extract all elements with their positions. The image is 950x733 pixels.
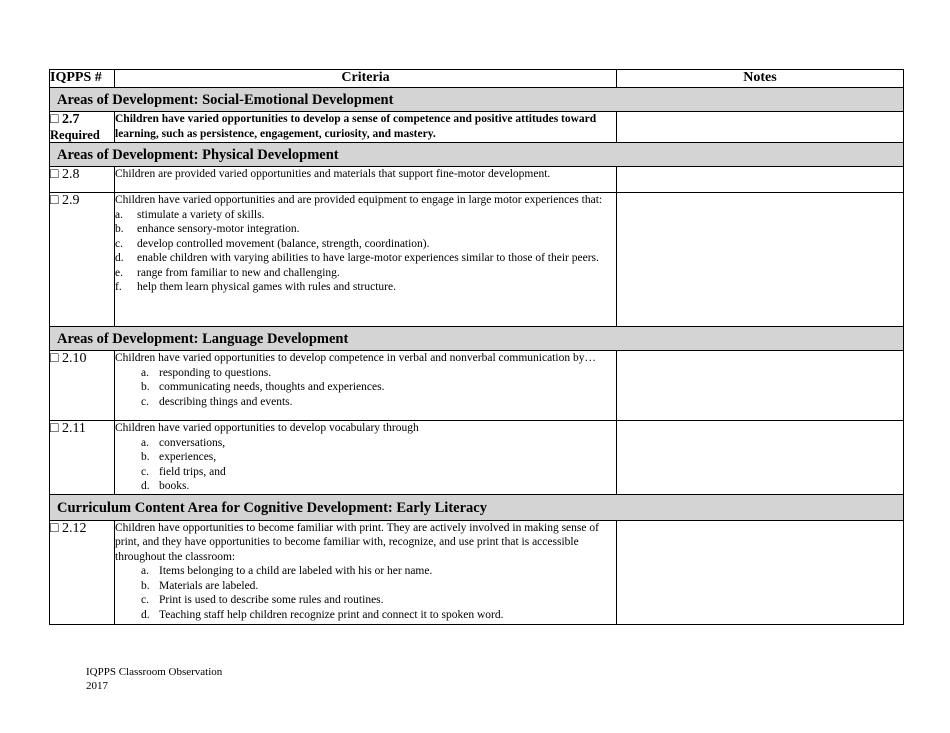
header-id: IQPPS # bbox=[50, 70, 115, 88]
footer-year: 2017 bbox=[86, 680, 108, 692]
section-title: Areas of Development: Language Development bbox=[50, 327, 904, 351]
footer-title: IQPPS Classroom Observation bbox=[86, 666, 223, 678]
observation-table bbox=[49, 69, 904, 625]
criterion-id: □ 2.8 bbox=[50, 167, 115, 193]
list-item: b. experiences, bbox=[141, 451, 217, 463]
list-item: a. stimulate a variety of skills. bbox=[115, 208, 265, 221]
section-title: Areas of Development: Social-Emotional Development bbox=[50, 88, 904, 112]
list-item: b. communicating needs, thoughts and experiences. bbox=[141, 381, 385, 393]
list-item: c. develop controlled movement (balance, strength, coordination). bbox=[115, 237, 430, 250]
section-row bbox=[50, 494, 904, 520]
list-item: a. responding to questions. bbox=[141, 366, 272, 379]
criterion-body bbox=[115, 421, 617, 495]
section-row bbox=[50, 327, 904, 351]
list-item: a. conversations, bbox=[141, 436, 226, 449]
list-item: c. Print is used to describe some rules and routines. bbox=[141, 594, 384, 606]
notes-cell[interactable] bbox=[617, 421, 904, 495]
criterion-id: □ 2.7 bbox=[50, 112, 80, 127]
notes-cell[interactable] bbox=[617, 520, 904, 624]
criterion-text: Children have varied opportunities to develop competence in verbal and nonverbal communication by… bbox=[115, 352, 596, 364]
notes-cell[interactable] bbox=[617, 167, 904, 193]
criterion-row-2-12 bbox=[50, 520, 904, 624]
criterion-id: □ 2.10 bbox=[50, 351, 115, 421]
criterion-row-2-9 bbox=[50, 193, 904, 327]
required-label: Required bbox=[50, 128, 100, 142]
criterion-text: Children have opportunities to become familiar with print. They are actively involved in making sense of print, and they have opportunities to become familiar with, recognize, and use print that is accessible throughout the classroom: bbox=[115, 521, 599, 563]
criterion-id: □ 2.9 bbox=[50, 193, 115, 327]
list-item: c. field trips, and bbox=[141, 465, 226, 478]
list-item: d. books. bbox=[141, 480, 190, 492]
criterion-list bbox=[115, 564, 616, 622]
criterion-id: □ 2.12 bbox=[50, 520, 115, 624]
criterion-row-2-10 bbox=[50, 351, 904, 421]
header-criteria: Criteria bbox=[115, 70, 617, 88]
list-item: c. describing things and events. bbox=[141, 395, 293, 408]
criterion-list bbox=[115, 436, 616, 494]
criterion-id: □ 2.11 bbox=[50, 421, 115, 495]
notes-cell[interactable] bbox=[617, 351, 904, 421]
list-item: b. enhance sensory-motor integration. bbox=[115, 223, 300, 235]
criterion-text: Children are provided varied opportunities and materials that support fine-motor development. bbox=[115, 167, 617, 193]
criterion-row-2-8 bbox=[50, 167, 904, 193]
section-title: Areas of Development: Physical Development bbox=[50, 143, 904, 167]
page-footer bbox=[86, 665, 222, 693]
section-row bbox=[50, 88, 904, 112]
criterion-body bbox=[115, 193, 617, 327]
criterion-text: Children have varied opportunities to develop vocabulary through bbox=[115, 422, 419, 434]
criterion-body bbox=[115, 351, 617, 421]
criterion-list bbox=[115, 366, 616, 410]
criterion-text: Children have varied opportunities and are provided equipment to engage in large motor experiences that: bbox=[115, 194, 603, 206]
list-item: a. Items belonging to a child are labeled with his or her name. bbox=[141, 565, 433, 577]
list-item: b. Materials are labeled. bbox=[141, 579, 259, 592]
list-item: d. enable children with varying abilities to have large-motor experiences similar to those of their peers. bbox=[115, 252, 599, 264]
criterion-id-cell bbox=[50, 112, 115, 143]
header-row bbox=[50, 70, 904, 88]
list-item: d. Teaching staff help children recognize print and connect it to spoken word. bbox=[141, 608, 504, 621]
criterion-row-2-7 bbox=[50, 112, 904, 143]
list-item: f. help them learn physical games with rules and structure. bbox=[115, 281, 396, 293]
criterion-row-2-11 bbox=[50, 421, 904, 495]
header-notes: Notes bbox=[617, 70, 904, 88]
criterion-body bbox=[115, 520, 617, 624]
section-row bbox=[50, 143, 904, 167]
notes-cell[interactable] bbox=[617, 112, 904, 143]
criterion-list bbox=[115, 208, 616, 295]
notes-cell[interactable] bbox=[617, 193, 904, 327]
list-item: e. range from familiar to new and challenging. bbox=[115, 266, 340, 279]
section-title: Curriculum Content Area for Cognitive Development: Early Literacy bbox=[50, 494, 904, 520]
criterion-text: Children have varied opportunities to develop a sense of competence and positive attitudes toward learning, such as persistence, engagement, curiosity, and mastery. bbox=[115, 112, 617, 143]
